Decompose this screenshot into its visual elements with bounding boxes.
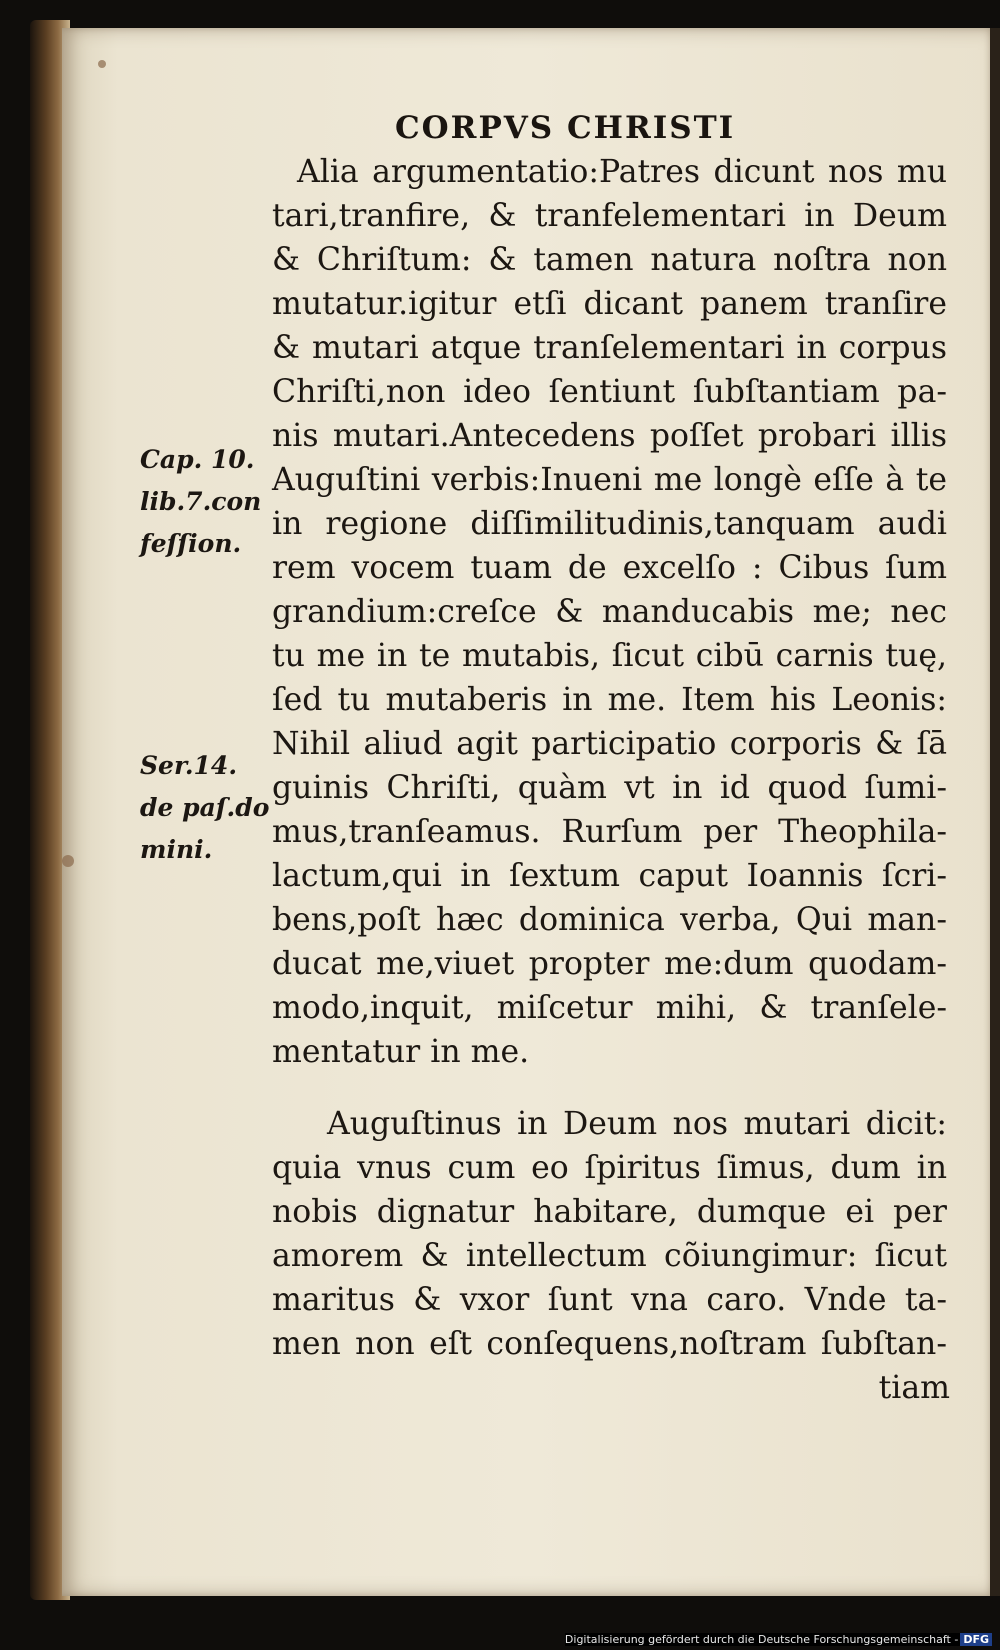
dfg-logo: DFG xyxy=(960,1633,992,1646)
text-line: tari,tranfire, & tranfelementari in Deum xyxy=(272,198,947,234)
margin-note-line: de paſ.do xyxy=(140,793,270,822)
text-line: ſed tu mutaberis in me. Item his Leonis: xyxy=(272,682,947,718)
page-stain xyxy=(62,855,74,867)
text-line: & mutari atque tranſelementari in corpus xyxy=(272,330,947,366)
footer-text: Digitalisierung gefördert durch die Deutsche Forschungsgemeinschaft - xyxy=(564,1633,959,1646)
text-line: quia vnus cum eo ſpiritus ſimus, dum in xyxy=(272,1150,947,1186)
margin-note-line: Cap. 10. xyxy=(140,445,255,474)
text-line: rem vocem tuam de excelſo : Cibus ſum xyxy=(272,550,947,586)
text-line: in regione diſſimilitudinis,tanquam audi xyxy=(272,506,947,542)
margin-note-line: mini. xyxy=(140,835,213,864)
text-line: lactum,qui in ſextum caput Ioannis ſcri- xyxy=(272,858,947,894)
catchword: tiam xyxy=(878,1370,950,1406)
text-line: ducat me,viuet propter me:dum quodam- xyxy=(272,946,947,982)
margin-note-line: feſſion. xyxy=(140,529,242,558)
text-line: mentatur in me. xyxy=(272,1034,530,1070)
text-line: men non eſt conſequens,noſtram ſubſtan- xyxy=(272,1326,947,1362)
text-line: Chriſti,non ideo ſentiunt ſubſtantiam pa- xyxy=(272,374,947,410)
text-line: & Chriſtum: & tamen natura noſtra non xyxy=(272,242,947,278)
text-line: mutatur.igitur etſi dicant panem tranſire xyxy=(272,286,947,322)
text-line: Auguſtinus in Deum nos mutari dicit: xyxy=(327,1106,947,1142)
text-line: Auguſtini verbis:Inueni me longè eſſe à te xyxy=(272,462,947,498)
text-line: mus,tranſeamus. Rurſum per Theophila- xyxy=(272,814,947,850)
margin-note-line: lib.7.con xyxy=(140,487,262,516)
text-line: maritus & vxor ſunt vna caro. Vnde ta- xyxy=(272,1282,947,1318)
text-line: bens,poſt hæc dominica verba, Qui man- xyxy=(272,902,947,938)
text-line: guinis Chriſti, quàm vt in id quod ſumi- xyxy=(272,770,947,806)
running-head: CORPVS CHRISTI xyxy=(395,110,736,146)
text-line: grandium:creſce & manducabis me; nec xyxy=(272,594,947,630)
digitization-footer xyxy=(565,1633,992,1646)
margin-note-line: Ser.14. xyxy=(140,751,238,780)
page-stain xyxy=(98,60,106,68)
text-line: nis mutari.Antecedens poſſet probari illis xyxy=(272,418,947,454)
text-line: modo,inquit, miſcetur mihi, & tranſele- xyxy=(272,990,947,1026)
text-line: tu me in te mutabis, ſicut cibū carnis tuę, xyxy=(272,638,947,674)
text-line: Alia argumentatio:Patres dicunt nos mu xyxy=(297,154,947,190)
text-line: nobis dignatur habitare, dumque ei per xyxy=(272,1194,947,1230)
text-line: Nihil aliud agit participatio corporis & ſā xyxy=(272,726,947,762)
page-right-edge xyxy=(990,28,1000,1596)
text-line: amorem & intellectum cõiungimur: ſicut xyxy=(272,1238,947,1274)
